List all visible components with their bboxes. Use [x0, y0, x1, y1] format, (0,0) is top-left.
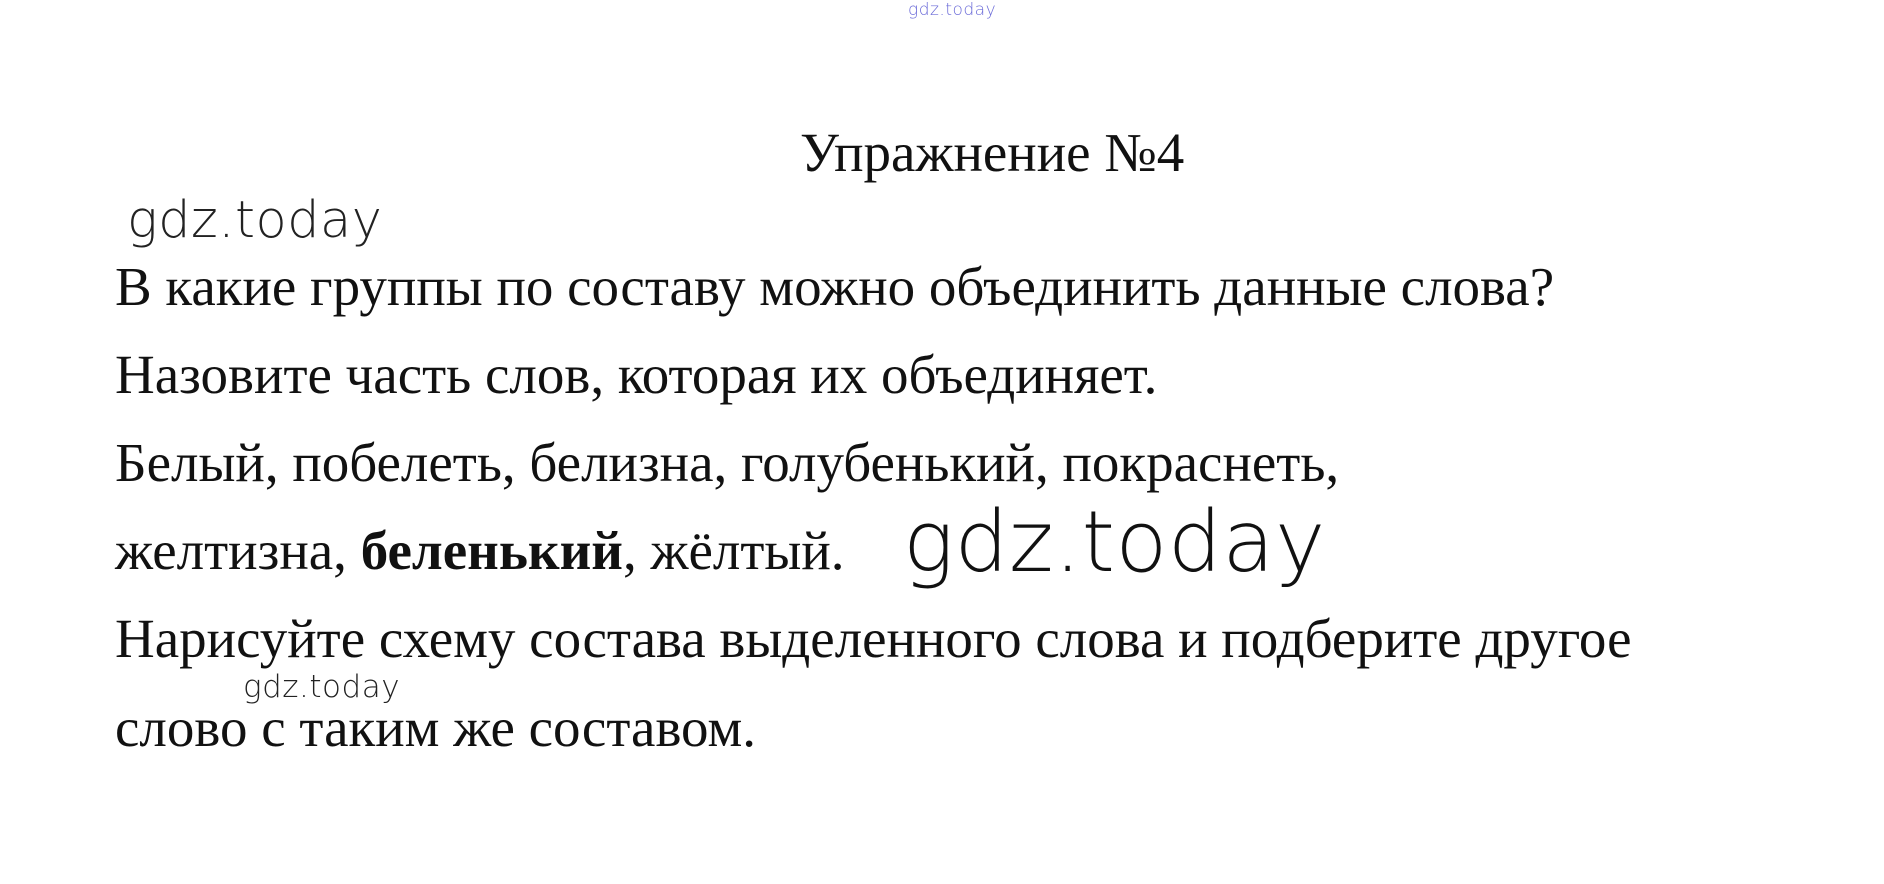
exercise-line-3: Белый, побелеть, белизна, голубенький, покраснеть, [115, 432, 1340, 493]
line-4-start: желтизна, [115, 520, 361, 581]
exercise-line-4 [115, 519, 845, 582]
exercise-line-1: В какие группы по составу можно объединить данные слова? [115, 256, 1555, 317]
watermark-big: gdz.today [903, 493, 1326, 592]
exercise-line-2: Назовите часть слов, которая их объединяет. [115, 344, 1158, 405]
highlighted-word: беленький [360, 520, 623, 581]
watermark-top: gdz.today [908, 0, 997, 20]
watermark-left: gdz.today [127, 191, 383, 250]
exercise-line-6: слово с таким же составом. [115, 697, 757, 758]
exercise-line-5: Нарисуйте схему состава выделенного слова и подберите другое [115, 608, 1632, 669]
line-4-end: , жёлтый. [623, 520, 845, 581]
exercise-title: Упражнение №4 [800, 122, 1185, 183]
watermark-small: gdz.today [243, 669, 401, 705]
